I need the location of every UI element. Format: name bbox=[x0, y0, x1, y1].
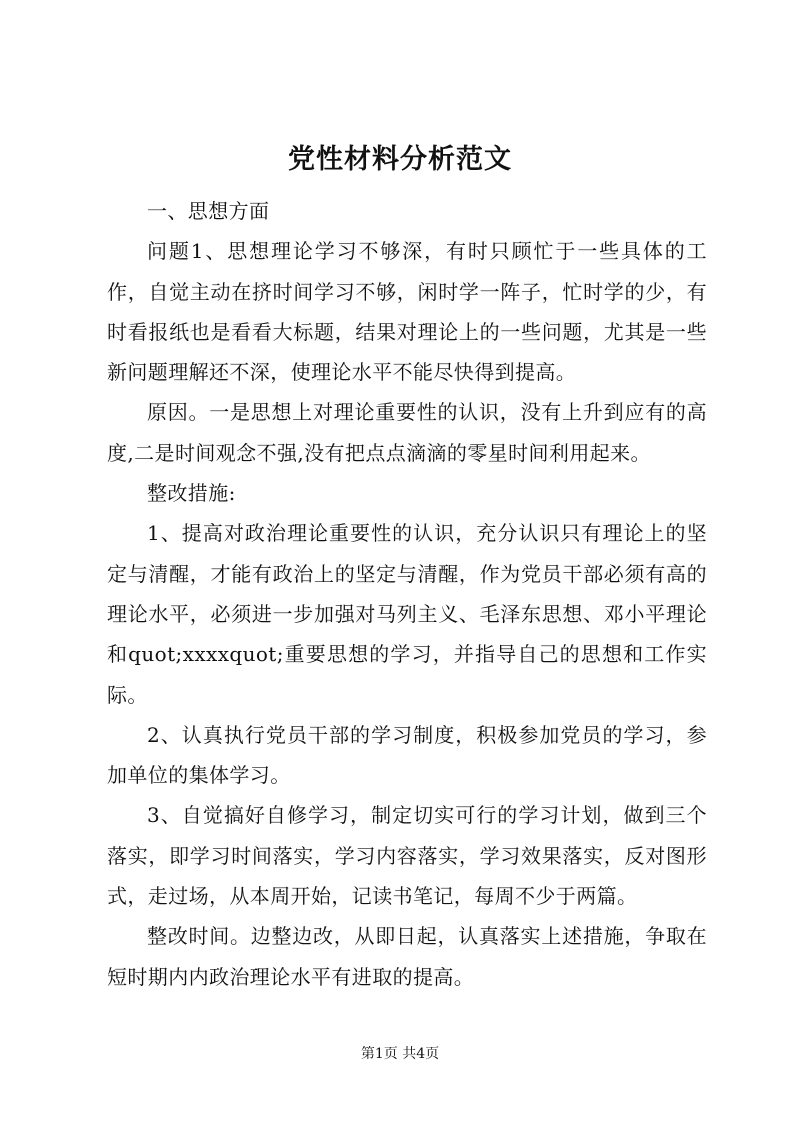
section-heading-thought: 一、思想方面 bbox=[147, 199, 270, 223]
paragraph-cause: 原因。一是思想上对理论重要性的认识，没有上升到应有的高度,二是时间观念不强,没有把点点滴滴的零星时间利用起来。 bbox=[107, 400, 707, 465]
paragraph-problem-1: 问题1、思想理论学习不够深，有时只顾忙于一些具体的工作，自觉主动在挤时间学习不够，闲时学一阵子，忙时学的少，有时看报纸也是看看大标题，结果对理论上的一些问题，尤其是一些新问题理解还不深，使理论水平不能尽快得到提高。 bbox=[107, 239, 707, 385]
page-number: 第1页 bbox=[360, 1046, 398, 1062]
page-footer bbox=[0, 1044, 800, 1064]
paragraph-rectification-time: 整改时间。边整边改，从即日起，认真落实上述措施，争取在短时期内内政治理论水平有进取的提高。 bbox=[107, 924, 707, 989]
paragraph-measures-heading: 整改措施: bbox=[147, 481, 236, 506]
paragraph-measure-2: 2、认真执行党员干部的学习制度，积极参加党员的学习，参加单位的集体学习。 bbox=[107, 722, 707, 788]
paragraph-measure-3: 3、自觉搞好自修学习，制定切实可行的学习计划，做到三个落实，即学习时间落实，学习内容落实，学习效果落实，反对图形式，走过场，从本周开始，记读书笔记，每周不少于两篇。 bbox=[107, 803, 707, 909]
paragraph-measure-1: 1、提高对政治理论重要性的认识，充分认识只有理论上的坚定与清醒，才能有政治上的坚定与清醒，作为党员干部必须有高的理论水平，必须进一步加强对马列主义、毛泽东思想、邓小平理论和quot;xxxxquot;重要思想的学习，并指导自己的思想和工作实际。 bbox=[107, 521, 707, 707]
document-title: 党性材料分析范文 bbox=[288, 144, 512, 175]
document-body bbox=[107, 191, 707, 997]
page-total: 共4页 bbox=[402, 1046, 440, 1062]
